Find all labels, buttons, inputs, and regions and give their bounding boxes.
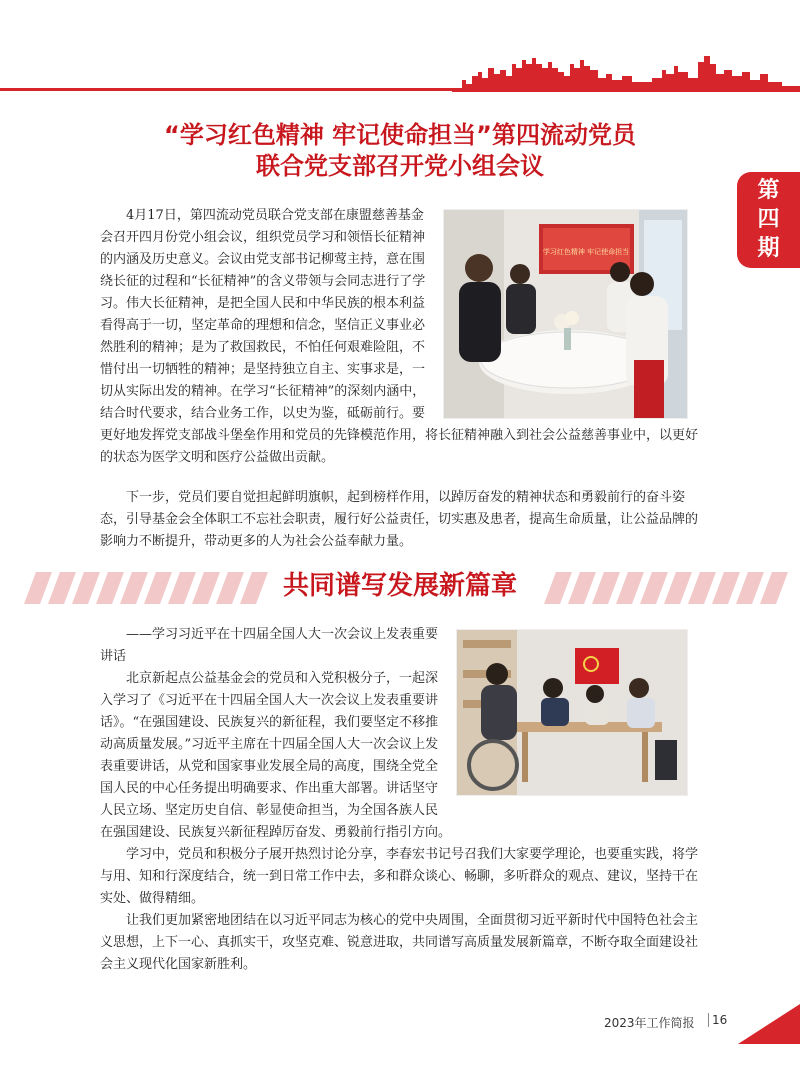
article1-paragraph-1: 4月17日，第四流动党员联合党支部在康盟慈善基金会召开四月份党小组会议，组织党员学习和领悟长征精神的内涵及历史意义。会议由党支部书记柳莺主持，意在围绕长征的过程和“长征精神”的含义带领与会同志进行了学习。伟大长征精神，是把全国人民和中华民族的根本利益看得高于一切，坚定革命的理想和信念，坚信正义事业必然胜利的精神；是为了救国救民，不怕任何艰难险阻，不惜付出一切牺牲的精神；是坚持独立自主、实事求是，一切从实际出发的精神。在学习“长征精神”的深刻内涵中，结合时代要求，结合业务工作，以史为鉴，砥砺前行。要更好地发挥党支部战斗堡垒作用和党员的先锋模范作用，将长征精神融入到社会公益慈善事业中，以更好的状态为医学文明和医疗公益做出贡献。 [100,208,699,465]
page-number: 16 [708,1013,727,1027]
study-session-photo-illustration [457,630,687,795]
article1-title [60,120,740,182]
article2-subtitle: ——学习习近平在十四届全国人大一次会议上发表重要讲话 [100,627,439,664]
meeting-photo [443,209,688,419]
footer-corner-decoration [718,1004,800,1044]
article2-paragraph-3: 让我们更加紧密地团结在以习近平同志为核心的党中央周围，全面贯彻习近平新时代中国特色社会主义思想，上下一心、真抓实干，攻坚克难、锐意进取，共同谱写高质量发展新篇章，不断夺取全面建设社会主义现代化国家新胜利。 [100,913,699,972]
study-session-photo [456,629,688,796]
article2-paragraph-1: 北京新起点公益基金会的党员和入党积极分子，一起深入学习了《习近平在十四届全国人大一次会议上发表重要讲话》。“在强国建设、民族复兴的新征程，我们要坚定不移推动高质量发展。”习近平主席在十四届全国人大一次会议上发表重要讲话，从党和国家事业发展全局的高度，围绕全党全国人民的中心任务提出明确要求、作出重大部署。讲话坚守人民立场、坚定历史自信、彰显使命担当，为全国各族人民在强国建设、民族复兴新征程踔厉奋发、勇毅前行指引方向。 [100,671,452,840]
screen-caption: 学习红色精神 牢记使命担当 [542,248,630,256]
article2-paragraph-2: 学习中，党员和积极分子展开热烈讨论分享，李春宏书记号召我们大家要学理论，也要重实践，将学与用、知和行深度结合，统一到日常工作中去，多和群众谈心、畅聊，多听群众的观点、建议，坚持干在实处、做得精细。 [100,847,699,906]
footer-label: 2023年工作简报 [604,1016,695,1030]
article1-body-2 [100,487,700,553]
article1-title-line1: “学习红色精神 牢记使命担当”第四流动党员 [164,121,636,149]
issue-tab: 第 四 期 [737,172,800,268]
great-wall-skyline-icon [452,50,800,92]
section2-title: 共同谱写发展新篇章 [282,571,517,601]
article1-title-line2: 联合党支部召开党小组会议 [256,152,544,180]
article1-paragraph-2: 下一步，党员们要自觉担起鲜明旗帜，起到榜样作用，以踔厉奋发的精神状态和勇毅前行的奋斗姿态，引导基金会全体职工不忘社会职责，履行好公益责任，切实惠及患者，提高生命质量，让公益品牌的影响力不断提升，带动更多的人为社会公益奉献力量。 [100,490,699,549]
meeting-photo-illustration [444,210,687,418]
